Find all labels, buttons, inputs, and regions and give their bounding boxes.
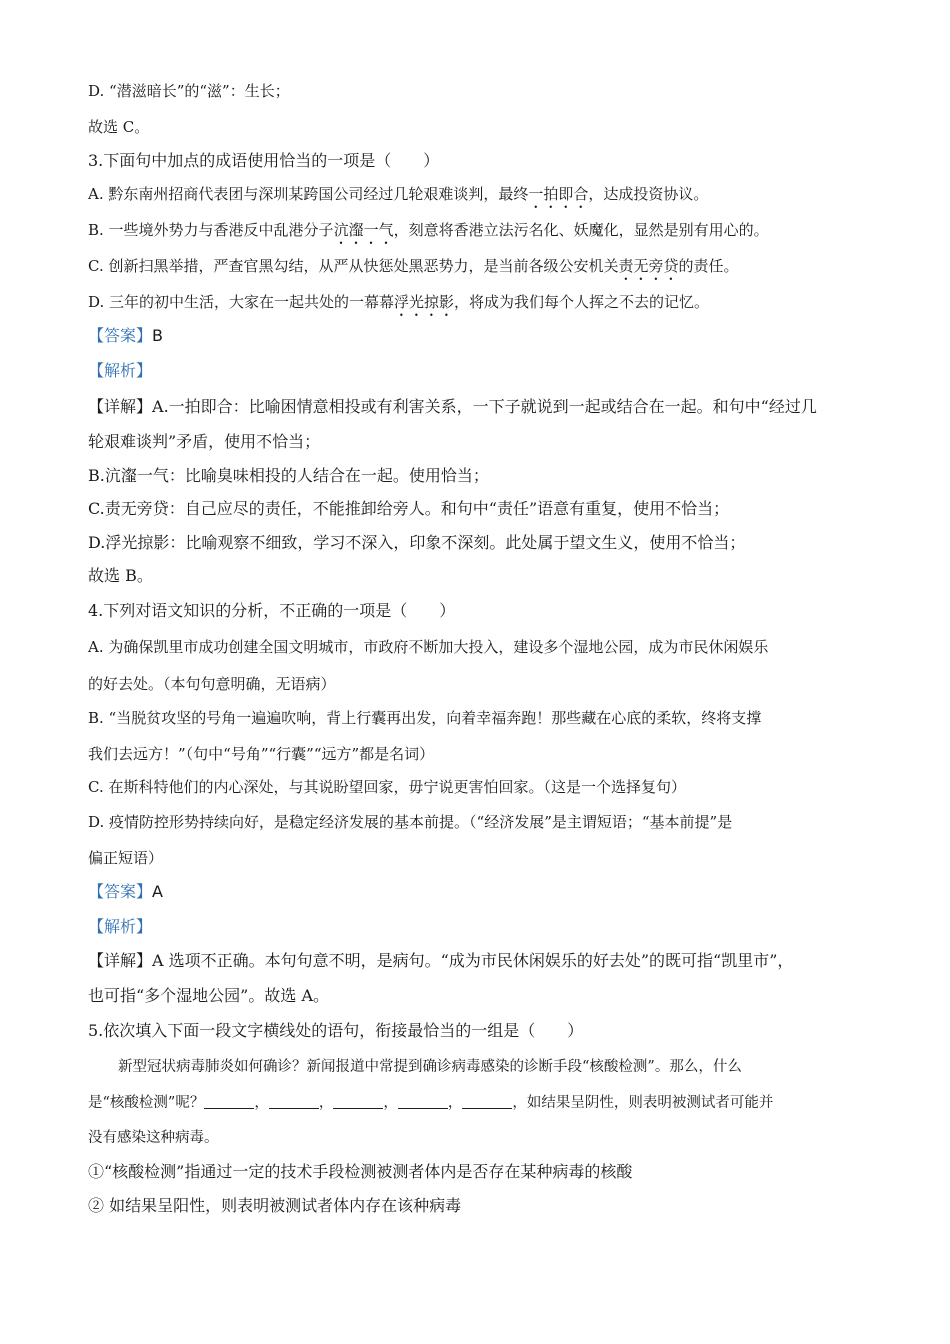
passage-line: 新型冠状病毒肺炎如何确诊？新闻报道中常提到确诊病毒感染的诊断手段“核酸检测”。那么，什么 bbox=[118, 1059, 742, 1075]
text-line: 故选 B。 bbox=[88, 566, 153, 585]
question-5-stem: 5.依次填入下面一段文字横线处的语句，衔接最恰当的一组是（ ） bbox=[88, 1021, 584, 1040]
text-line: B.沆瀣一气：比喻臭味相投的人结合在一起。使用恰当； bbox=[88, 466, 489, 485]
option-sentence-1: ①“核酸检测”指通过一定的技术手段检测被测者体内是否存在某种病毒的核酸 bbox=[88, 1162, 633, 1181]
option-sentence-2: ② 如结果呈阳性，则表明被测试者体内存在该种病毒 bbox=[88, 1196, 462, 1215]
text-line: 轮艰难谈判”矛盾，使用不恰当； bbox=[88, 432, 321, 451]
analysis-label: 【解析】 bbox=[88, 917, 153, 936]
text-span: 【详解】 bbox=[88, 951, 153, 970]
analysis-label: 【解析】 bbox=[88, 361, 153, 380]
detail-line bbox=[88, 951, 793, 971]
text-span: C. 创新扫黑举措，严查官黑勾结，从严从快惩处黑恶势力，是当前各级公安机关 bbox=[88, 257, 619, 275]
fill-blank bbox=[398, 1094, 448, 1109]
text-span: ， bbox=[254, 1095, 269, 1111]
text-span: ，达成投资协议。 bbox=[588, 185, 709, 203]
text-span: A. 黔东南州招商代表团与深圳某跨国公司经过几轮艰难谈判，最终 bbox=[88, 185, 529, 203]
question-4-option-d: D. 疫情防控形势持续向好，是稳定经济发展的基本前提。（“经济发展”是主谓短语；“基本前提”是 bbox=[88, 813, 733, 831]
text-span: ， bbox=[447, 1095, 463, 1111]
text-line: D.浮光掠影：比喻观察不细致，学习不深入，印象不深刻。此处属于望文生义，使用不恰当； bbox=[88, 533, 746, 552]
fill-blank bbox=[204, 1094, 254, 1109]
text-line: 我们去远方！”（句中“号角”“行囊”“远方”都是名词） bbox=[88, 745, 435, 763]
emphasized-idiom: 浮光掠影 bbox=[394, 293, 455, 311]
text-span: ，将成为我们每个人挥之不去的记忆。 bbox=[454, 293, 710, 311]
fill-blank bbox=[462, 1094, 512, 1109]
emphasized-idiom: 责无旁贷 bbox=[618, 257, 679, 275]
question-4-option-c: C. 在斯科特他们的内心深处，与其说盼望回家，毋宁说更害怕回家。（这是一个选择复句） bbox=[88, 778, 686, 796]
question-3-stem: 3.下面句中加点的成语使用恰当的一项是（ ） bbox=[88, 151, 440, 170]
text-line: 的好去处。（本句句意明确，无语病） bbox=[88, 675, 336, 693]
answer-line bbox=[88, 882, 163, 902]
fill-blank bbox=[269, 1094, 319, 1109]
answer-line bbox=[88, 326, 163, 346]
emphasized-idiom: 沆瀣一气 bbox=[333, 221, 394, 239]
text-line: D. “潜滋暗长”的“滋”：生长； bbox=[88, 82, 290, 100]
question-4-option-a: A. 为确保凯里市成功创建全国文明城市，市政府不断加大投入，建设多个湿地公园，成为市民休闲娱乐 bbox=[88, 638, 769, 656]
text-span: B bbox=[152, 326, 163, 345]
text-span: ， bbox=[318, 1095, 334, 1111]
question-3-option-a bbox=[88, 184, 708, 212]
text-span: D. 三年的初中生活，大家在一起共处的一幕幕 bbox=[88, 293, 395, 311]
text-line: 也可指“多个湿地公园”。故选 A。 bbox=[88, 986, 330, 1005]
question-4-stem: 4.下列对语文知识的分析，不正确的一项是（ ） bbox=[88, 601, 456, 620]
text-span: A bbox=[152, 882, 163, 901]
text-span: ， bbox=[383, 1095, 398, 1111]
text-line: C.责无旁贷：自己应尽的责任，不能推卸给旁人。和句中“责任”语意有重复，使用不恰当； bbox=[88, 499, 730, 518]
emphasized-idiom: 一拍即合 bbox=[528, 185, 589, 203]
text-span: 【详解】 bbox=[88, 397, 153, 416]
text-span: B. 一些境外势力与香港反中乱港分子 bbox=[88, 221, 334, 239]
question-3-option-c bbox=[88, 256, 739, 284]
text-span: 是“核酸检测”呢？ bbox=[88, 1095, 205, 1111]
text-span: A 选项不正确。本句句意不明，是病句。“成为市民休闲娱乐的好去处”的既可指“凯里市”， bbox=[152, 951, 794, 970]
text-line: 偏正短语） bbox=[88, 849, 164, 867]
detail-line bbox=[88, 397, 817, 417]
question-4-option-b: B. “当脱贫攻坚的号角一遍遍吹响，背上行囊再出发，向着幸福奔跑！那些藏在心底的柔软，终将支撑 bbox=[88, 709, 762, 727]
passage-line: 没有感染这种病毒。 bbox=[88, 1130, 219, 1146]
fill-blank bbox=[333, 1094, 383, 1109]
answer-label: 【答案】 bbox=[88, 326, 153, 345]
text-span: 的责任。 bbox=[678, 257, 739, 275]
passage-line bbox=[88, 1093, 773, 1113]
text-span: A.一拍即合：比喻困情意相投或有利害关系，一下子就说到一起或结合在一起。和句中“经过几 bbox=[152, 397, 817, 416]
text-span: ，刻意将香港立法污名化、妖魔化，显然是别有用心的。 bbox=[393, 221, 769, 239]
answer-label: 【答案】 bbox=[88, 882, 153, 901]
text-span: ，如结果呈阴性，则表明被测试者可能并 bbox=[512, 1095, 774, 1111]
question-3-option-b bbox=[88, 220, 769, 248]
question-3-option-d bbox=[88, 292, 709, 320]
text-line: 故选 C。 bbox=[88, 118, 150, 136]
